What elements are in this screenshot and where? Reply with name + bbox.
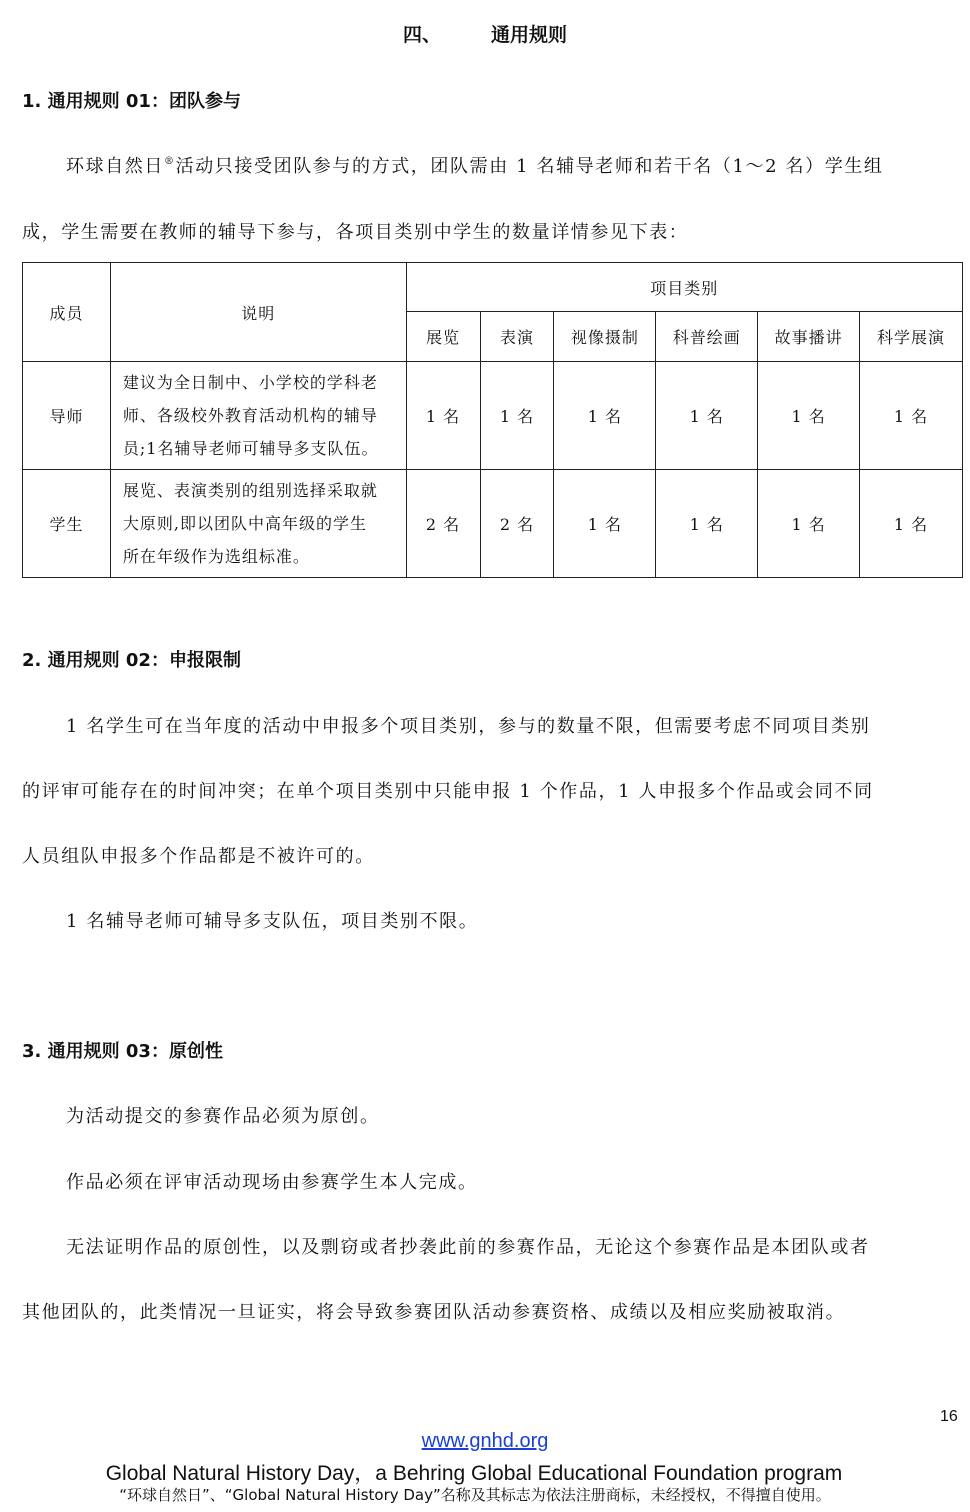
value-cell: 1 名 — [554, 470, 656, 578]
value-cell: 2 名 — [406, 470, 480, 578]
description-line: 大原则,即以团队中高年级的学生 — [122, 514, 367, 533]
member-cell: 导师 — [23, 362, 111, 470]
rule3-line: 其他团队的，此类情况一旦证实，将会导致参赛团队活动参赛资格、成绩以及相应奖励被取消。 — [22, 1302, 846, 1323]
section-title-text: 通用规则 — [491, 24, 568, 46]
category-video: 视像摄制 — [554, 312, 656, 362]
description-cell — [110, 362, 406, 470]
rule2-line: 的评审可能存在的时间冲突；在单个项目类别中只能申报 1 个作品，1 人申报多个作品或会同不同 — [22, 781, 874, 802]
team-composition-table — [22, 262, 963, 578]
rule3-heading: 3. 通用规则 03：原创性 — [22, 1041, 223, 1062]
value-cell: 1 名 — [406, 362, 480, 470]
rule2-line: 人员组队申报多个作品都是不被许可的。 — [22, 846, 375, 867]
category-performance: 表演 — [480, 312, 554, 362]
value-cell: 1 名 — [758, 362, 860, 470]
value-cell: 1 名 — [860, 362, 963, 470]
header-member: 成员 — [23, 263, 111, 362]
header-category: 项目类别 — [406, 263, 962, 312]
section-number: 四、 — [402, 24, 441, 46]
rule3-line: 无法证明作品的原创性，以及剽窃或者抄袭此前的参赛作品，无论这个参赛作品是本团队或者 — [66, 1237, 870, 1258]
program-line: Global Natural History Day，a Behring Global Educational Foundation program — [105, 1462, 843, 1485]
rule2-heading: 2. 通用规则 02：申报限制 — [22, 650, 241, 671]
trademark-notice: “环球自然日”、“Global Natural History Day”名称及其标志为依法注册商标，未经授权，不得擅自使用。 — [119, 1486, 831, 1504]
category-illustration: 科普绘画 — [656, 312, 758, 362]
rule3-line: 作品必须在评审活动现场由参赛学生本人完成。 — [66, 1172, 478, 1193]
rule3-line: 为活动提交的参赛作品必须为原创。 — [66, 1106, 380, 1127]
value-cell: 1 名 — [656, 470, 758, 578]
description-line: 建议为全日制中、小学校的学科老 — [122, 373, 378, 392]
rule2-line: 1 名学生可在当年度的活动中申报多个项目类别，参与的数量不限，但需要考虑不同项目类别 — [66, 716, 871, 737]
value-cell: 1 名 — [860, 470, 963, 578]
section-title — [0, 20, 970, 47]
rule2-line: 1 名辅导老师可辅导多支队伍，项目类别不限。 — [66, 911, 479, 932]
description-line: 员;1名辅导老师可辅导多支队伍。 — [122, 439, 379, 458]
page-number: 16 — [940, 1408, 958, 1425]
description-line: 所在年级作为选组标准。 — [122, 547, 310, 566]
description-cell — [110, 470, 406, 578]
description-line: 展览、表演类别的组别选择采取就 — [122, 481, 378, 500]
rule1-paragraph-line2: 成，学生需要在教师的辅导下参与，各项目类别中学生的数量详情参见下表： — [22, 222, 689, 243]
rule1-text-b: 活动只接受团队参与的方式，团队需由 1 名辅导老师和若干名（1～2 名）学生组 — [175, 156, 884, 177]
table-row — [23, 362, 963, 470]
website-link[interactable]: www.gnhd.org — [421, 1430, 549, 1452]
value-cell: 1 名 — [554, 362, 656, 470]
rule1-paragraph-line1 — [66, 152, 884, 178]
value-cell: 2 名 — [480, 470, 554, 578]
value-cell: 1 名 — [480, 362, 554, 470]
category-storytelling: 故事播讲 — [758, 312, 860, 362]
description-line: 师、各级校外教育活动机构的辅导 — [122, 406, 378, 425]
header-description: 说明 — [110, 263, 406, 362]
table-row — [23, 470, 963, 578]
registered-mark: ® — [164, 156, 176, 167]
category-exhibition: 展览 — [406, 312, 480, 362]
rule1-heading: 1. 通用规则 01：团队参与 — [22, 91, 241, 112]
rule1-text-a: 环球自然日 — [66, 156, 164, 177]
value-cell: 1 名 — [656, 362, 758, 470]
category-science-show: 科学展演 — [860, 312, 963, 362]
member-cell: 学生 — [23, 470, 111, 578]
value-cell: 1 名 — [758, 470, 860, 578]
